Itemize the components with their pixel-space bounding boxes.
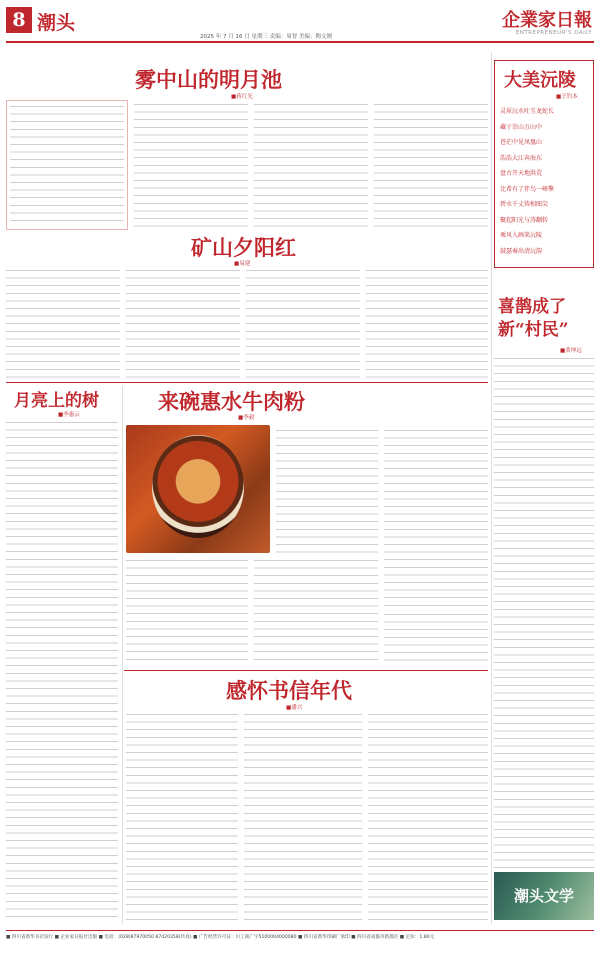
newspaper-logo-en: ENTREPRENEUR'S DAILY (515, 30, 592, 36)
article-title-xique: 喜鹊成了新“村民” (498, 297, 569, 340)
article-author-mingyuechi: ■蒋红光 (231, 94, 253, 100)
poem-lines (500, 104, 590, 264)
poem-line: 盘古开天地洪荒 (500, 170, 543, 177)
article-body-mingyuechi-col2 (254, 102, 368, 232)
article-body-shuxin-col3 (368, 712, 488, 924)
beef-noodle-photo (126, 425, 270, 553)
column-rule (491, 52, 492, 924)
divider (6, 382, 488, 383)
intro-text (10, 104, 124, 226)
poem-line: 比希有了伴鸟一峰擎 (500, 185, 555, 193)
page-number-badge: 8 (6, 7, 32, 33)
noodle-bowl-image (152, 435, 244, 537)
article-title-yueliang: 月亮上的树 (14, 391, 99, 411)
date-line: 2025 年 7 月 16 日 星期三 责编：周智 美编：陶文刚 (200, 34, 332, 40)
poem-line: 灵犀沅水吐玉龙蛇长 (500, 108, 555, 115)
article-author-yueliang: ■李惠云 (58, 412, 80, 418)
article-author-kuangshan: ■易建 (234, 261, 251, 267)
poem-line: 苍茫中见凤凰山 (500, 139, 543, 146)
article-body-shuxin-col1 (126, 712, 238, 924)
article-body-mingyuechi-col1 (134, 102, 248, 232)
divider (124, 670, 488, 671)
article-author-niuroufen: ■李毅 (238, 415, 255, 421)
article-author-shuxin: ■潘兴 (286, 705, 303, 711)
article-title-yuanling: 大美沅陵 (504, 70, 576, 91)
article-body-niuroufen-col3b (384, 612, 488, 666)
column-brand-logo: 潮头文学 (494, 872, 594, 920)
footer-text: ■ 四川省新华书店发行 ■ 企业家日报社出版 ■ 电话：(028)87970050 87420358(传真) ■ 广告经营许可证：川工商广字5100004000080 ■ 四川省新华印刷厂承印 ■ 四川省成都市新都区 ■ 定价：1.80元 (6, 935, 435, 940)
article-body-xique (494, 356, 594, 868)
article-title-kuangshan: 矿山夕阳红 (191, 235, 296, 260)
poem-line: 藏于崇山万山中 (500, 123, 543, 131)
column-rule (122, 386, 123, 924)
article-title-mingyuechi: 雾中山的明月池 (135, 67, 282, 92)
article-body-kuangshan-col2 (126, 268, 240, 378)
poem-line: 鼓瑟奏出清沅韵 (500, 247, 543, 255)
article-body-mingyuechi-col3 (374, 102, 488, 232)
article-author-xique: ■黄坤远 (560, 348, 582, 354)
article-body-kuangshan-col1 (6, 268, 120, 378)
poem-line: 碧水千丈铸相图尖 (500, 201, 549, 208)
header-rule (6, 41, 594, 43)
article-body-kuangshan-col4 (366, 268, 488, 378)
poem-line: 聚起阳光与涛翻转 (500, 216, 549, 224)
poem-line: 乘风入画来沅陵 (500, 232, 543, 239)
article-title-shuxin: 感怀书信年代 (226, 678, 352, 703)
article-body-niuroufen-col3 (384, 428, 488, 608)
article-body-shuxin-col2 (244, 712, 362, 924)
article-body-kuangshan-col3 (246, 268, 360, 378)
article-body-niuroufen-col1b (126, 558, 248, 666)
article-body-niuroufen-col2b (254, 558, 378, 666)
newspaper-logo: 企業家日報 (502, 10, 592, 31)
article-author-yuanling: ■王钓本 (556, 94, 578, 100)
article-body-niuroufen-col2 (276, 428, 378, 553)
section-title: 潮头 (37, 12, 76, 34)
footer-rule (6, 930, 594, 931)
article-title-niuroufen: 来碗惠水牛肉粉 (158, 389, 305, 414)
poem-line: 浩浩大江奔海东 (500, 154, 543, 162)
article-body-yueliang-col1 (6, 420, 118, 920)
